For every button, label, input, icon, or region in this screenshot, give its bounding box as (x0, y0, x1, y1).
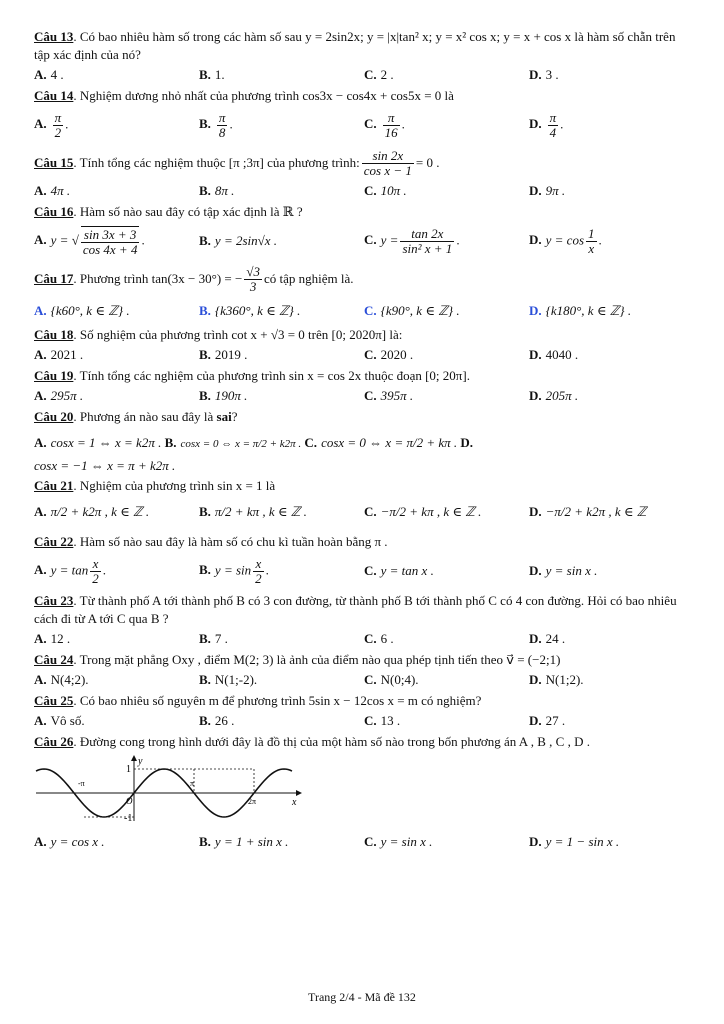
option-b[interactable]: B. {k360°, k ∈ ℤ} . (199, 303, 301, 318)
question-text: . Trong mặt phẳng Oxy , điểm M(2; 3) là ảnh của điểm nào qua phép tịnh tiến theo v⃗ = (−2;1) (73, 652, 561, 667)
option-b[interactable]: B. 8π . (199, 183, 235, 198)
fraction: $\frac{√3}{3}$ (246, 263, 260, 294)
options-25 (34, 712, 694, 730)
sine-graph (34, 755, 304, 825)
options-24 (34, 671, 694, 689)
question-16 (34, 203, 694, 221)
question-21 (34, 477, 694, 495)
question-number: Câu 25 (34, 693, 74, 708)
option-c[interactable]: C. 395π . (364, 388, 414, 403)
question-number: Câu 18 (34, 327, 74, 342)
option-a[interactable]: A. 4π . (34, 183, 71, 198)
question-text: . Nghiệm dương nhỏ nhất của phương trình cos3x − cos4x + cos5x = 0 là (73, 88, 454, 103)
option-d[interactable]: D. 3 . (529, 67, 559, 82)
question-number: Câu 22 (34, 534, 74, 549)
pi-label: π (190, 779, 195, 788)
options-23 (34, 630, 694, 648)
question-text: . Hàm số nào sau đây có tập xác định là ℝ ? (73, 204, 303, 219)
option-c[interactable]: C. 10π . (364, 183, 407, 198)
x-label: x (292, 797, 297, 808)
question-text: . Số nghiệm của phương trình cot x + √3 = 0 trên [0; 2020π] là: (73, 327, 403, 342)
option-a[interactable]: A. N(4;2). (34, 672, 89, 687)
page-footer: Trang 2/4 - Mã đề 132 (308, 990, 416, 1004)
fraction: $\frac{1}{x}$ (588, 225, 595, 256)
origin-label: O (126, 796, 133, 806)
fraction: $\frac{x}{2}$ (255, 555, 262, 586)
option-a[interactable]: A. y = cos x . (34, 834, 105, 849)
question-text: . Tính tổng các nghiệm thuộc [π ;3π] của phương trình: (73, 155, 360, 170)
neg-one-label: -1 (124, 813, 133, 824)
question-26 (34, 733, 694, 751)
option-a[interactable]: A. π/2 + k2π , k ∈ ℤ . (34, 504, 150, 519)
options-22 (34, 553, 694, 589)
option-b[interactable]: B. 2019 . (199, 347, 248, 362)
question-text: . Nghiệm của phương trình sin x = 1 là (73, 478, 276, 493)
options-19 (34, 387, 694, 405)
options-18 (34, 346, 694, 364)
option-b[interactable]: B. y = 1 + sin x . (199, 834, 289, 849)
question-number: Câu 19 (34, 368, 74, 383)
question-number: Câu 13 (34, 29, 74, 44)
option-a[interactable]: A. $\frac{\pi}{2}$ . (34, 109, 69, 140)
option-a[interactable]: A. cosx = 1 ⇔ x = k2π . (34, 435, 162, 450)
option-b[interactable]: B. cosx = 0 ⇔ x = π/2 + k2π . (164, 435, 302, 450)
option-d-text: cosx = −1 ⇔ x = π + k2π . (34, 458, 176, 473)
options-13 (34, 66, 694, 84)
question-19 (34, 367, 694, 385)
option-d[interactable]: D. y = cos $\frac{1}{x}$ . (529, 225, 602, 256)
question-14 (34, 87, 694, 105)
options-21 (34, 503, 694, 521)
exam-page (34, 28, 694, 854)
options-16 (34, 223, 694, 259)
option-c[interactable]: C. N(0;4). (364, 672, 419, 687)
option-d[interactable]: D. −π/2 + k2π , k ∈ ℤ (529, 504, 647, 519)
question-number: Câu 16 (34, 204, 74, 219)
option-d[interactable]: D. {k180°, k ∈ ℤ} . (529, 303, 632, 318)
option-b[interactable]: B. y = 2sin√x . (199, 233, 278, 248)
options-15 (34, 182, 694, 200)
option-c[interactable]: C. y = $\frac{\tan 2x}{\text{sin² x + 1}}$ . (364, 225, 460, 256)
option-b[interactable]: B. 1. (199, 67, 225, 82)
option-b[interactable]: B. 190π . (199, 388, 248, 403)
question-number: Câu 14 (34, 88, 74, 103)
options-20 (34, 434, 694, 453)
option-c[interactable]: C. y = tan x . (364, 563, 434, 578)
option-b[interactable]: B. 7 . (199, 631, 228, 646)
question-23 (34, 592, 694, 628)
options-26 (34, 833, 694, 851)
option-c[interactable]: C. $\frac{\pi}{16}$ . (364, 109, 405, 140)
question-number: Câu 26 (34, 734, 74, 749)
option-c[interactable]: C. cosx = 0 ⇔ x = π/2 + kπ . (304, 435, 458, 450)
question-text: . Hàm số nào sau đây là hàm số có chu kì tuần hoàn bằng π . (73, 534, 388, 549)
question-number: Câu 20 (34, 409, 74, 424)
fraction: $\frac{\pi}{8}$ (218, 109, 226, 140)
option-d[interactable]: D. 205π . (529, 388, 579, 403)
question-24 (34, 651, 694, 669)
neg-pi-label: -π (78, 779, 85, 788)
option-c[interactable]: C. 6 . (364, 631, 394, 646)
fraction: $\frac{x}{2}$ (92, 555, 99, 586)
question-20: Câu 20. Phương án nào sau đây là sai? (34, 409, 238, 424)
options-17 (34, 302, 694, 320)
option-a[interactable]: A. y = tan $\frac{x}{2}$ . (34, 555, 107, 586)
question-text: . Đường cong trong hình dưới đây là đồ thị của một hàm số nào trong bốn phương án A , B , C , D . (73, 734, 590, 749)
fraction: $\frac{\sin 3x + 3}{\cos 4x + 4}$ (82, 226, 138, 257)
option-a[interactable]: A. 12 . (34, 631, 71, 646)
option-b[interactable]: B. $\frac{\pi}{8}$ . (199, 109, 233, 140)
y-label: y (138, 756, 143, 767)
function-graph (34, 755, 694, 829)
option-c[interactable]: C. 2 . (364, 67, 394, 82)
fraction: $\frac{\pi}{4}$ (549, 109, 557, 140)
option-a[interactable]: A. {k60°, k ∈ ℤ} . (34, 303, 130, 318)
option-d[interactable]: D. 4040 . (529, 347, 579, 362)
option-a[interactable]: A. 2021 . (34, 347, 84, 362)
option-c[interactable]: C. 13 . (364, 713, 401, 728)
option-c[interactable]: C. 2020 . (364, 347, 414, 362)
fraction: $\frac{\pi}{2}$ (54, 109, 62, 140)
question-17: Câu 17 . Phương trình tan(3x − 30°) = − $\frac{√3}{3}$ có tập nghiệm là. (34, 263, 354, 294)
question-22 (34, 533, 694, 551)
option-d[interactable]: D. (460, 435, 474, 450)
question-number: Câu 24 (34, 652, 74, 667)
option-c[interactable]: C. y = sin x . (364, 834, 433, 849)
question-number: Câu 21 (34, 478, 74, 493)
option-c[interactable]: C. −π/2 + kπ , k ∈ ℤ . (364, 504, 482, 519)
option-d[interactable]: D. 24 . (529, 631, 566, 646)
option-d[interactable]: D. y = sin x . (529, 563, 598, 578)
options-14 (34, 107, 694, 143)
option-d[interactable]: D. N(1;2). (529, 672, 584, 687)
question-13 (34, 28, 694, 64)
question-number: Câu 15 (34, 155, 74, 170)
option-b[interactable]: B. y = sin $\frac{x}{2}$ . (199, 555, 269, 586)
option-a[interactable]: A. Vô số. (34, 713, 85, 728)
two-pi-label: 2π (248, 797, 257, 806)
question-text: . Tính tổng các nghiệm của phương trình sin x = cos 2x thuộc đoạn [0; 20π]. (73, 368, 470, 383)
option-d[interactable]: D. 9π . (529, 183, 566, 198)
option-b[interactable]: B. N(1;-2). (199, 672, 258, 687)
question-15: Câu 15 . Tính tổng các nghiệm thuộc [π ;3π] của phương trình: $\frac{\sin 2x}{\text{cos x − 1}}$ = 0 . (34, 147, 440, 178)
question-text: . Có bao nhiêu số nguyên m để phương trình 5sin x − 12cos x = m có nghiệm? (73, 693, 482, 708)
option-a[interactable]: A. y = √ $\frac{\sin 3x + 3}{\cos 4x + 4}$ . (34, 226, 145, 257)
question-number: Câu 17 (34, 271, 74, 286)
y-axis-arrow (131, 755, 137, 761)
question-text: . Có bao nhiêu hàm số trong các hàm số sau y = 2sin2x; y = |x|tan² x; y = x² cos x; y = x + cos x là hàm số chẵn trên tập xác định của nó? (34, 29, 676, 62)
question-text: . Từ thành phố A tới thành phố B có 3 con đường, từ thành phố B tới thành phố C có 4 con đường. Hỏi có bao nhiêu cách đi từ A tới C qua B ? (34, 593, 677, 626)
one-label: 1 (126, 764, 131, 775)
question-18 (34, 326, 694, 344)
fraction: $\frac{\sin 2x}{\text{cos x − 1}}$ (363, 147, 412, 178)
option-a[interactable]: A. 295π . (34, 388, 84, 403)
question-number: Câu 23 (34, 593, 74, 608)
fraction: $\frac{\pi}{16}$ (384, 109, 398, 140)
option-b[interactable]: B. π/2 + kπ , k ∈ ℤ . (199, 504, 307, 519)
option-d[interactable]: D. y = 1 − sin x . (529, 834, 620, 849)
option-d[interactable]: D. $\frac{\pi}{4}$ . (529, 109, 564, 140)
question-25 (34, 692, 694, 710)
x-axis-arrow (296, 790, 302, 796)
option-b[interactable]: B. 26 . (199, 713, 235, 728)
option-c[interactable]: C. {k90°, k ∈ ℤ} . (364, 303, 460, 318)
fraction: $\frac{\tan 2x}{\text{sin² x + 1}}$ (402, 225, 453, 256)
option-a[interactable]: A. 4 . (34, 67, 64, 82)
option-d[interactable]: D. 27 . (529, 713, 566, 728)
